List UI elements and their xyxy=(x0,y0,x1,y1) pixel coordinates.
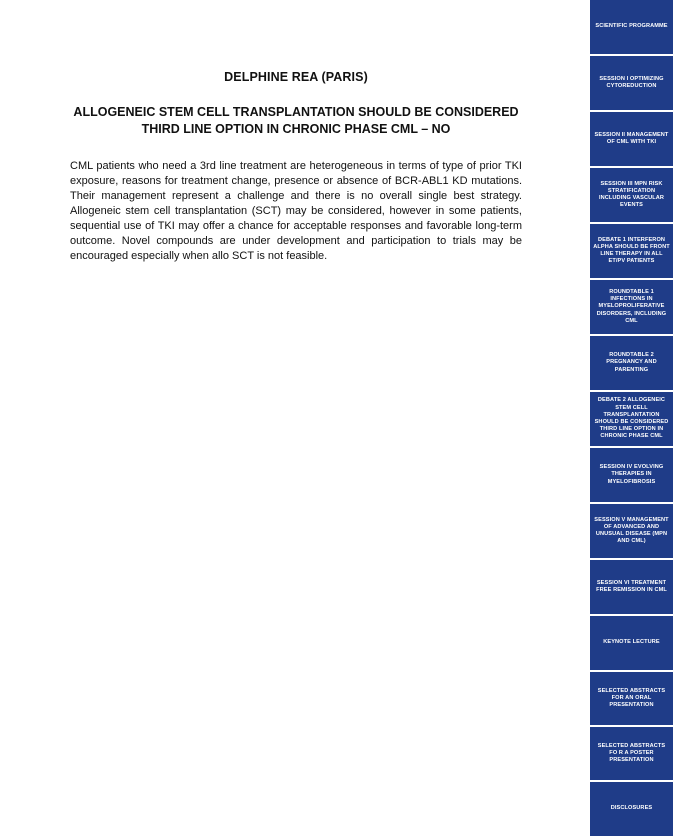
nav-session-4[interactable]: SESSION IV EVOLVING THERAPIES IN MYELOFIBROSIS xyxy=(590,448,673,502)
nav-session-5[interactable]: SESSION V MANAGEMENT OF ADVANCED AND UNUSUAL DISEASE (MPN AND CML) xyxy=(590,504,673,558)
author-heading: DELPHINE REA (PARIS) xyxy=(224,70,368,84)
nav-poster-abstracts[interactable]: SELECTED ABSTRACTS FO R A POSTER PRESENTATION xyxy=(590,727,673,780)
nav-roundtable-1[interactable]: ROUNDTABLE 1 INFECTIONS IN MYELOPROLIFERATIVE DISORDERS, INCLUDING CML xyxy=(590,280,673,334)
nav-oral-abstracts[interactable]: SELECTED ABSTRACTS FOR AN ORAL PRESENTATION xyxy=(590,672,673,725)
nav-debate-2[interactable]: DEBATE 2 ALLOGENEIC STEM CELL TRANSPLANTATION SHOULD BE CONSIDERED THIRD LINE OPTION IN CHRONIC PHASE CML xyxy=(590,392,673,446)
abstract-title: ALLOGENEIC STEM CELL TRANSPLANTATION SHOULD BE CONSIDERED THIRD LINE OPTION IN CHRONIC PHASE CML – NO xyxy=(73,105,519,136)
nav-keynote-lecture[interactable]: KEYNOTE LECTURE xyxy=(590,616,673,670)
nav-roundtable-2[interactable]: ROUNDTABLE 2 PREGNANCY AND PARENTING xyxy=(590,336,673,390)
nav-session-3[interactable]: SESSION III MPN RISK STRATIFICATION INCLUDING VASCULAR EVENTS xyxy=(590,168,673,222)
nav-debate-1[interactable]: DEBATE 1 INTERFERON ALPHA SHOULD BE FRONT LINE THERAPY IN ALL ET/PV PATIENTS xyxy=(590,224,673,278)
document-content xyxy=(70,70,522,264)
nav-session-2[interactable]: SESSION II MANAGEMENT OF CML WITH TKI xyxy=(590,112,673,166)
abstract-body: CML patients who need a 3rd line treatment are heterogeneous in terms of type of prior TKI exposure, reasons for treatment change, presence or absence of BCR-ABL1 KD mutations. Their management represent a challenge and there is no overall single best strategy. Allogeneic stem cell transplantation (SCT) may be considered, however in some patients, sequential use of TKI may offer a chance for acceptable responses and favorable long-term outcome. Novel compounds are under development and participation to trials may be encouraged especially when allo SCT is not feasible. xyxy=(70,160,522,262)
section-sidebar xyxy=(590,0,676,836)
nav-disclosures[interactable]: DISCLOSURES xyxy=(590,782,673,836)
nav-session-6[interactable]: SESSION VI TREATMENT FREE REMISSION IN CML xyxy=(590,560,673,614)
nav-scientific-programme[interactable]: SCIENTIFIC PROGRAMME xyxy=(590,0,673,54)
nav-session-1[interactable]: SESSION I OPTIMIZING CYTOREDUCTION xyxy=(590,56,673,110)
